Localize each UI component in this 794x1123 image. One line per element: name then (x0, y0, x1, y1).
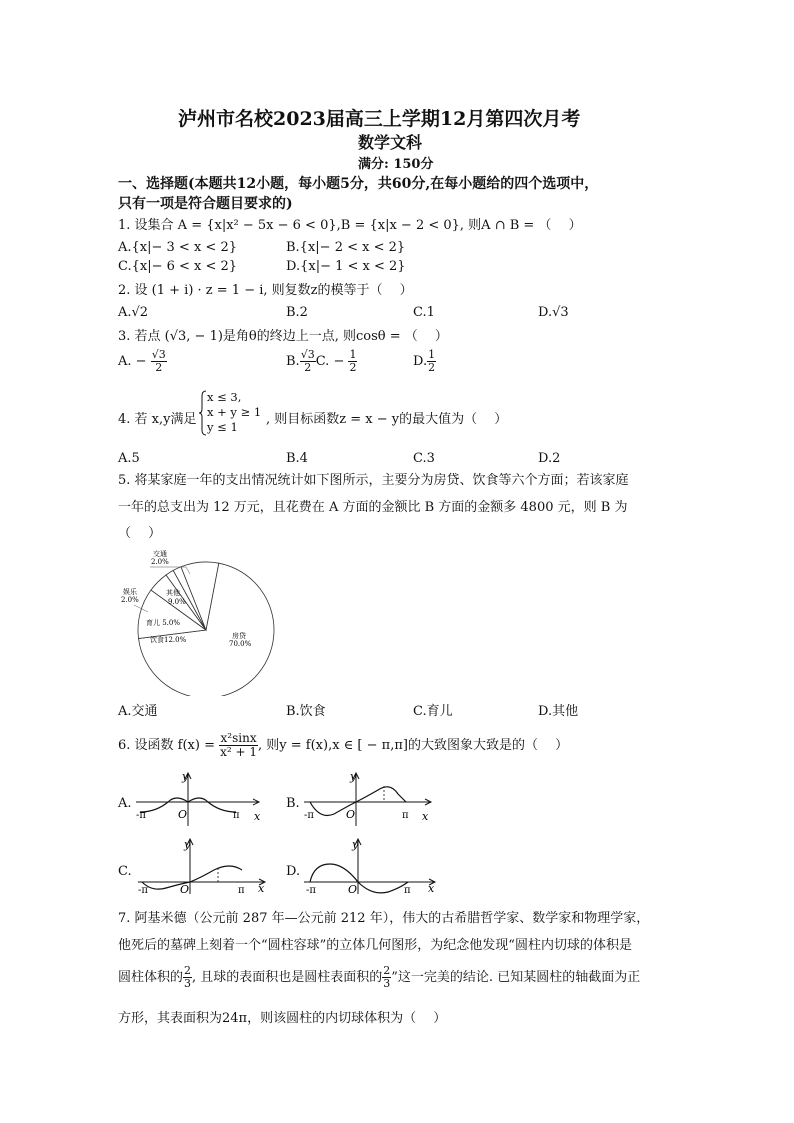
q5-line1: 5. 将某家庭一年的支出情况统计如下图所示，主要分为房贷、饮食等六个方面；若该家庭 (118, 473, 629, 488)
q3-stem: 3. 若点 (√3, − 1)是角θ的终边上一点, 则cosθ = （ ） (118, 329, 448, 344)
pie-label-qita-pct: 9.0% (168, 598, 186, 606)
q4-prefix: 4. 若 x,y满足 (118, 412, 197, 427)
q3-option-c-label: C. − (315, 354, 345, 370)
svg-text:π: π (238, 885, 245, 896)
q4-option-a: A.5 (118, 451, 140, 466)
q1-option-b: B.{x|− 2 < x < 2} (286, 240, 406, 255)
pie-label-yule-name: 娱乐 (123, 588, 137, 596)
svg-text:O: O (346, 808, 356, 821)
q1-stem: 1. 设集合 A = {x|x² − 5x − 6 < 0},B = {x|x − 2 < 0}, 则A ∩ B = （ ） (118, 218, 582, 233)
q5-option-a: A.交通 (118, 704, 158, 719)
q6-option-a-label: A. (118, 796, 132, 811)
q4-option-b: B.4 (286, 451, 308, 466)
pie-label-fangdai-name: 房贷 (232, 632, 246, 640)
q6-graph-d (300, 834, 440, 896)
svg-text:-π: -π (136, 810, 146, 821)
pie-label-jiaotong-name: 交通 (153, 550, 167, 558)
svg-text:O: O (180, 883, 190, 896)
q7-line3-b: , 且球的表面积也是圆柱表面积的 (192, 970, 383, 986)
q6-suffix: , 则y = f(x),x ∈ [ − π,π]的大致图象大致是的（ ） (258, 738, 569, 754)
q7-fraction-2: $\frac{2}{3}$ (383, 964, 391, 991)
svg-text:y: y (184, 838, 191, 851)
svg-text:π: π (233, 810, 240, 821)
svg-text:-π: -π (306, 885, 316, 896)
q4-suffix: , 则目标函数z = x − y的最大值为（ ） (266, 412, 508, 427)
q7-line4: 方形，其表面积为24π，则该圆柱的内切球体积为（ ） (118, 1011, 447, 1026)
q5-line3: （ ） (118, 526, 162, 541)
svg-text:x: x (428, 882, 435, 895)
q4-condition-3: y ≤ 1 (207, 420, 238, 434)
svg-text:π: π (404, 885, 411, 896)
q4-option-d: D.2 (538, 451, 561, 466)
section-heading-line1: 一、选择题(本题共12小题，每小题5分，共60分,在每小题给的四个选项中， (118, 176, 599, 192)
q6-graph-b (300, 768, 440, 828)
q7-line3-c: ”这一完美的结论. 已知某圆柱的轴截面为正 (391, 970, 641, 986)
q3-option-d-label: D. (413, 354, 428, 370)
q3-option-c-fraction: $\frac{1}{2}$ (349, 348, 357, 375)
q2-stem: 2. 设 (1 + i) · z = 1 − i, 则复数z的模等于（ ） (118, 283, 413, 298)
q5-option-d: D.其他 (538, 704, 579, 719)
svg-text:y: y (352, 838, 359, 851)
q4-brace (199, 390, 207, 436)
q4-option-c: C.3 (413, 451, 435, 466)
svg-text:x: x (422, 810, 429, 823)
q6-fraction: $\frac{\text{x²sinx}}{\text{x² + 1}}$ (220, 731, 258, 760)
q5-line2: 一年的总支出为 12 万元，且花费在 A 方面的金额比 B 方面的金额多 4800 元，则 B 为 (118, 500, 628, 515)
pie-label-fangdai-pct: 70.0% (229, 640, 252, 648)
q3-option-a-label: A. − (118, 354, 147, 370)
svg-text:y: y (350, 770, 357, 783)
q7-line2: 他死后的墓碑上刻着一个“圆柱容球”的立体几何图形，为纪念他发现“圆柱内切球的体积是 (118, 938, 632, 953)
q7-line3 (118, 965, 640, 990)
svg-text:-π: -π (138, 885, 148, 896)
q3-option-b-label: B. (286, 354, 300, 370)
q6-option-d-label: D. (286, 864, 301, 879)
svg-text:x: x (258, 882, 265, 895)
pie-label-yule-pct: 2.0% (121, 596, 139, 604)
q6-option-b-label: B. (286, 796, 300, 811)
q5-option-c: C.育儿 (413, 704, 453, 719)
svg-text:O: O (348, 883, 358, 896)
svg-text:π: π (402, 810, 409, 821)
q6-prefix: 6. 设函数 f(x) = (118, 738, 215, 754)
q1-option-d: D.{x|− 1 < x < 2} (286, 259, 406, 274)
exam-score: 满分: 150分 (358, 157, 434, 172)
pie-label-qita-name: 其他 (166, 589, 180, 597)
section-heading-line2: 只有一项是符合题目要求的) (118, 196, 293, 212)
pie-label-yuer: 育儿 5.0% (146, 619, 181, 627)
q5-option-b: B.饮食 (286, 704, 326, 719)
svg-text:-π: -π (304, 810, 314, 821)
q7-line3-a: 圆柱体积的 (118, 970, 184, 986)
q7-line1: 7. 阿基米德（公元前 287 年—公元前 212 年），伟大的古希腊哲学家、数学家和物理学家， (118, 911, 650, 926)
svg-text:O: O (178, 808, 188, 821)
q3-option-a (118, 349, 167, 374)
q2-option-d: D.√3 (538, 305, 569, 320)
q6-graph-a (128, 768, 268, 828)
pie-label-yinshi: 饮食12.0% (150, 636, 187, 644)
q3-option-b (286, 349, 357, 374)
q3-option-d (413, 349, 436, 374)
svg-text:x: x (254, 810, 261, 823)
exam-subject: 数学文科 (358, 133, 423, 152)
q1-option-c: C.{x|− 6 < x < 2} (118, 259, 238, 274)
q3-option-d-fraction: $\frac{1}{2}$ (428, 348, 436, 375)
q2-option-a: A.√2 (118, 305, 149, 320)
q2-option-b: B.2 (286, 305, 308, 320)
q6-option-c-label: C. (118, 864, 132, 879)
q3-option-a-fraction: $\frac{√3}{2}$ (151, 348, 166, 375)
svg-text:y: y (182, 770, 189, 783)
q4-condition-1: x ≤ 3, (207, 390, 242, 404)
q7-fraction-1: $\frac{2}{3}$ (184, 964, 192, 991)
exam-title: 泸州市名校2023届高三上学期12月第四次月考 (178, 108, 581, 130)
pie-label-jiaotong-pct: 2.0% (151, 558, 169, 566)
q6-graph-c (134, 834, 274, 896)
pie-chart (118, 546, 278, 696)
q3-option-b-fraction: $\frac{√3}{2}$ (300, 348, 315, 375)
q1-option-a: A.{x|− 3 < x < 2} (118, 240, 237, 255)
q4-condition-2: x + y ≥ 1 (207, 405, 262, 419)
q6-stem (118, 732, 568, 759)
q2-option-c: C.1 (413, 305, 435, 320)
